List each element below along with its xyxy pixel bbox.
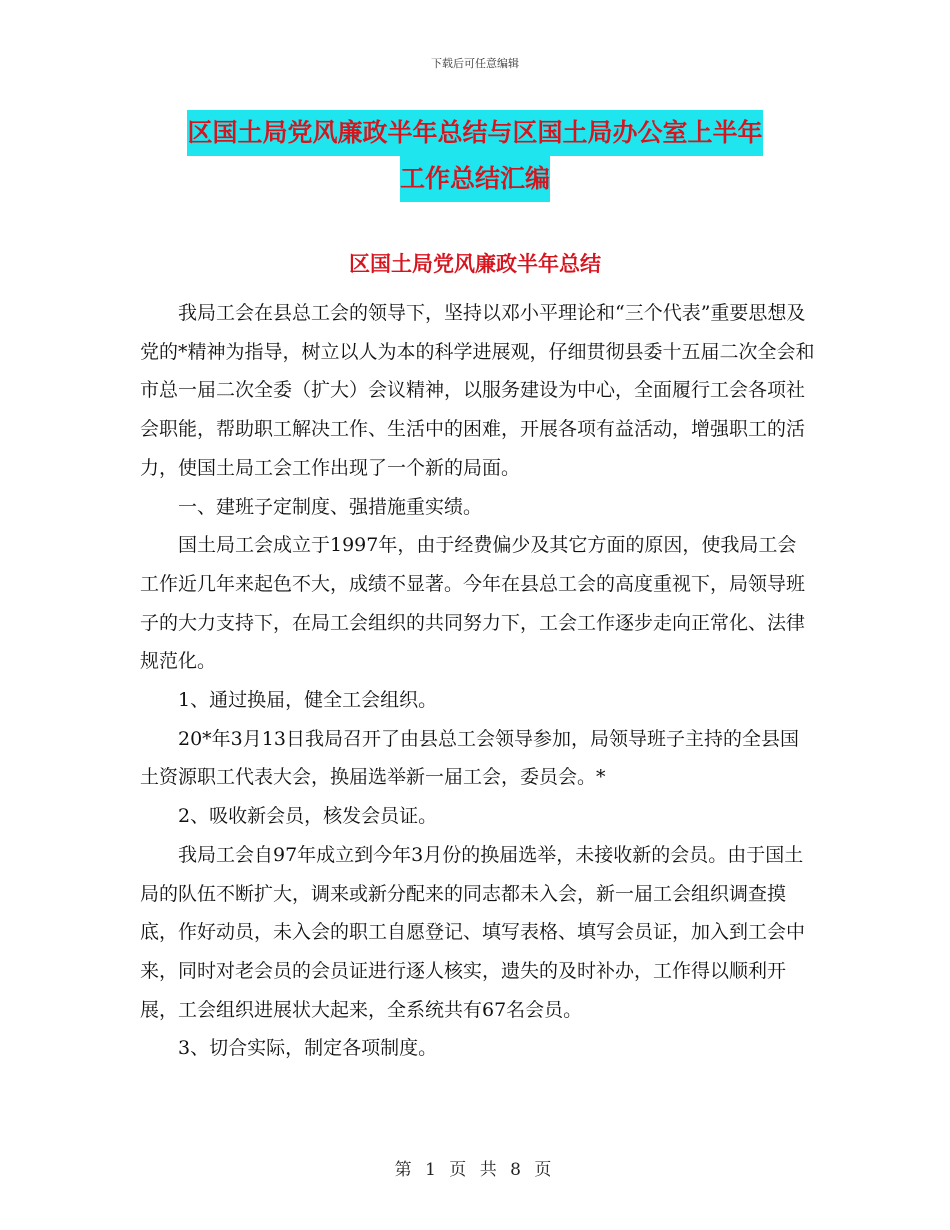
paragraph: 我局工会自97年成立到今年3月份的换届选举，未接收新的会员。由于国土局的队伍不断扩大，调来或新分配来的同志都未入会，新一届工会组织调查摸底，作好动员，未入会的职工自愿登记、填写表格、填写会员证，加入到工会中来，同时对老会员的会员证进行逐人核实，遗失的及时补办，工作得以顺利开展，工会组织进展状大起来，全系统共有67名会员。 [140, 843, 806, 1021]
paragraph: 1、通过换届，健全工会组织。 [178, 689, 438, 712]
section-title: 区国土局党风廉政半年总结 [349, 252, 601, 276]
paragraph: 一、建班子定制度、强措施重实绩。 [178, 495, 483, 518]
paragraph: 我局工会在县总工会的领导下，坚持以邓小平理论和“三个代表”重要思想及党的*精神为指导，树立以人为本的科学进展观，仔细贯彻县委十五届二次全会和市总一届二次全委（扩大）会议精神，以服务建设为中心，全面履行工会各项社会职能，帮助职工解决工作、生活中的困难，开展各项有益活动，增强职工的活力，使国土局工会工作出现了一个新的局面。 [140, 302, 815, 479]
page-number-footer: 第 1 页 共 8 页 [394, 1160, 556, 1180]
title-line-1: 区国土局党风廉政半年总结与区国土局办公室上半年 [187, 110, 762, 156]
document-title [0, 110, 950, 202]
paragraph: 国土局工会成立于1997年，由于经费偏少及其它方面的原因，使我局工会工作近几年来起色不大，成绩不显著。今年在县总工会的高度重视下，局领导班子的大力支持下，在局工会组织的共同努力下，工会工作逐步走向正常化、法律规范化。 [140, 534, 806, 673]
title-line-2: 工作总结汇编 [400, 156, 550, 202]
paragraph: 3、切合实际，制定各项制度。 [178, 1037, 438, 1060]
page-header: 下载后可任意编辑 [431, 57, 519, 70]
paragraph: 2、吸收新会员，核发会员证。 [178, 805, 438, 828]
document-body [140, 294, 815, 1068]
paragraph: 20*年3月13日我局召开了由县总工会领导参加，局领导班子主持的全县国土资源职工代表大会，换届选举新一届工会，委员会。* [140, 727, 799, 789]
